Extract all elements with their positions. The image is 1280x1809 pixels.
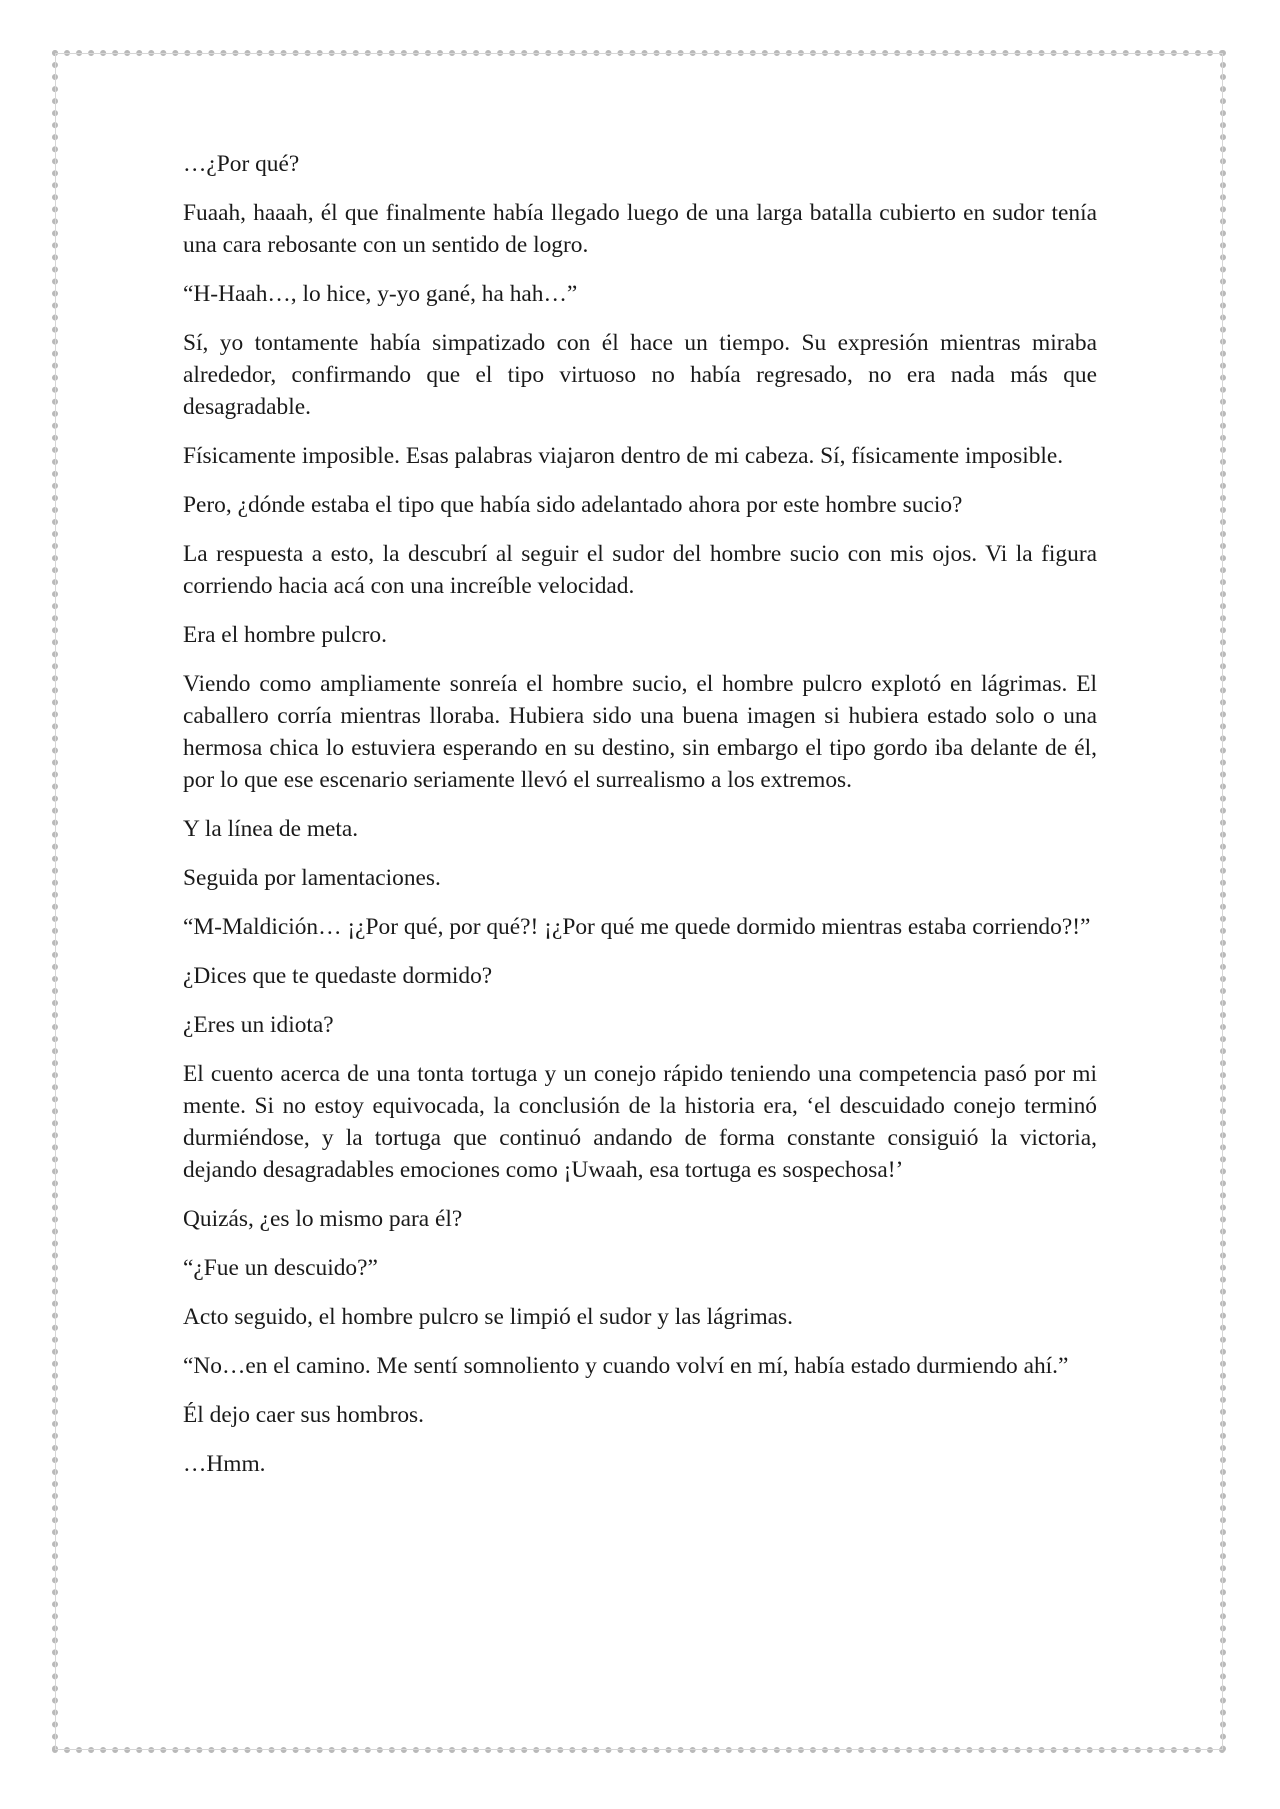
paragraph: Y la línea de meta. xyxy=(183,816,359,842)
paragraph: Era el hombre pulcro. xyxy=(183,622,387,648)
paragraph: “M-Maldición… ¡¿Por qué, por qué?! ¡¿Por qué me quede dormido mientras estaba corriendo?!” xyxy=(183,914,1091,940)
paragraph: “No…en el camino. Me sentí somnoliento y cuando volví en mí, había estado durmiendo ahí.” xyxy=(183,1353,1069,1379)
paragraph: Acto seguido, el hombre pulcro se limpió el sudor y las lágrimas. xyxy=(183,1304,793,1330)
paragraph: Él dejo caer sus hombros. xyxy=(183,1402,424,1428)
paragraph: …¿Por qué? xyxy=(183,151,300,177)
paragraph: Sí, yo tontamente había simpatizado con él hace un tiempo. Su expresión mientras miraba alrededor, confirmando que el tipo virtuoso no había regresado, no era nada más que desagradable. xyxy=(183,330,1097,420)
paragraph: Pero, ¿dónde estaba el tipo que había sido adelantado ahora por este hombre sucio? xyxy=(183,492,963,518)
paragraph: …Hmm. xyxy=(183,1451,266,1477)
document-body xyxy=(183,148,1097,1497)
paragraph: “H-Haah…, lo hice, y-yo gané, ha hah…” xyxy=(183,281,578,307)
paragraph: Seguida por lamentaciones. xyxy=(183,865,441,891)
paragraph: ¿Dices que te quedaste dormido? xyxy=(183,963,493,989)
paragraph: “¿Fue un descuido?” xyxy=(183,1255,378,1281)
paragraph: La respuesta a esto, la descubrí al seguir el sudor del hombre sucio con mis ojos. Vi la figura corriendo hacia acá con una increíble velocidad. xyxy=(183,541,1097,599)
paragraph: El cuento acerca de una tonta tortuga y un conejo rápido teniendo una competencia pasó por mi mente. Si no estoy equivocada, la conclusión de la historia era, ‘el descuidado conejo terminó durmiéndose, y la tortuga que continuó andando de forma constante consiguió la victoria, dejando desagradables emociones como ¡Uwaah, esa tortuga es sospechosa!’ xyxy=(183,1061,1097,1183)
paragraph: ¿Eres un idiota? xyxy=(183,1012,334,1038)
paragraph: Quizás, ¿es lo mismo para él? xyxy=(183,1206,463,1232)
paragraph: Fuaah, haaah, él que finalmente había llegado luego de una larga batalla cubierto en sudor tenía una cara rebosante con un sentido de logro. xyxy=(183,200,1097,258)
paragraph: Viendo como ampliamente sonreía el hombre sucio, el hombre pulcro explotó en lágrimas. El caballero corría mientras lloraba. Hubiera sido una buena imagen si hubiera estado solo o una hermosa chica lo estuviera esperando en su destino, sin embargo el tipo gordo iba delante de él, por lo que ese escenario seriamente llevó el surrealismo a los extremos. xyxy=(183,671,1097,793)
paragraph: Físicamente imposible. Esas palabras viajaron dentro de mi cabeza. Sí, físicamente imposible. xyxy=(183,443,1064,469)
